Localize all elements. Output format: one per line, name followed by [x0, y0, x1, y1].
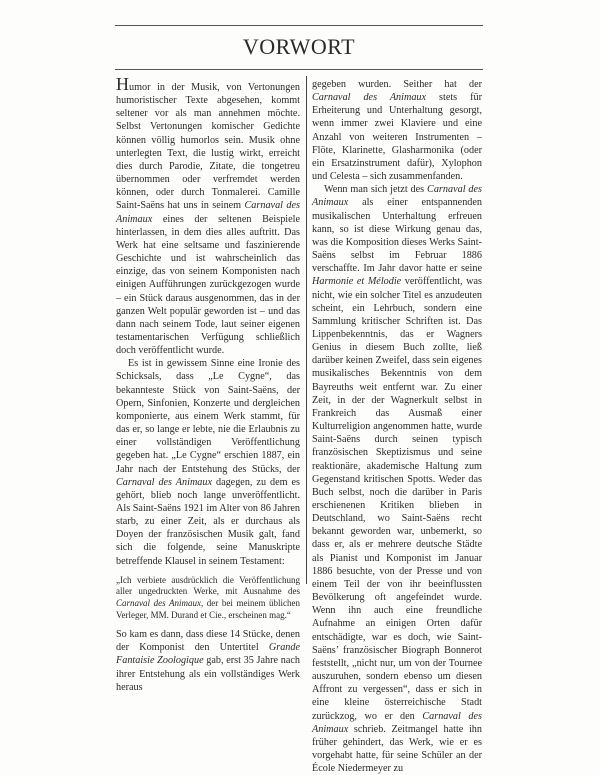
- top-rule: [115, 25, 483, 26]
- paragraph-continuation: gegeben wurden. Seither hat der Carnaval des Animaux stets für Erheiterung und Unterhaltung gesorgt, wenn immer zwei Klaviere und eine Anzahl von weiteren Instrumenten – Flöte, Klarinette, Glasharmonika (oder ein Ersatzinstrument dafür), Xylophon und Celesta – sich zusammenfanden.: [312, 79, 482, 183]
- page-title: VORWORT: [242, 34, 356, 59]
- paragraph-intro: Humor in der Musik, von Vertonungen humoristischer Texte abgesehen, kommt seltener vor als man annehmen möchte. Selbst Vertonungen komischer Gedichte können völlig humorlos sein. Musik ohne unterlegten Text, die lustig wirkt, erreicht dies durch Parodie, Zitate, die tongetreu übernommen oder verfremdet werden können, oder durch Tonmalerei. Camille Saint-Saëns hat uns in seinem Carnaval des Animaux eines der seltenen Beispiele hinterlassen, in dem dies alles auftritt. Das Werk hat eine seltsame und faszinierende Geschichte und ist wahrscheinlich das einzige, das von seinem Komponisten nach einigen Aufführungen zurückgezogen wurde – ein Stück daraus ausgenommen, das in der ganzen Welt populär geworden ist – und das dann nach seinem Tode, laut seiner eigenen testamentarischen Verfügung schließlich doch veröffentlicht wurde.: [116, 74, 300, 357]
- drop-cap: H: [116, 74, 129, 94]
- paragraph-history: Wenn man sich jetzt des Carnaval des Animaux als einer entspannenden musikalischen Unterhaltung erfreuen kann, so ist diese Wirkung genau das, was die Komposition dieses Werks Saint-Saëns selbst im Februar 1886 verschaffte. Im Jahr davor hatte er seine Harmonie et Mélodie veröffentlicht, was nicht, wie ein solcher Titel es anzudeuten scheint, ein Lehrbuch, sondern eine Sammlung kritischer Schriften ist. Das Lippenbekenntnis, das er Wagners Genius in diesem Buch zollte, ließ darüber keinen Zweifel, dass sein eigenes musikalisches Bekenntnis von dem Bayreuths weit entfernt war. Zu einer Zeit, in der der Wagnerkult selbst in Frankreich das Ausmaß einer Kulturreligion angenommen hatte, wurde Saint-Saëns durch seinen typisch französischen Skeptizismus und seine reaktionäre, akademische Haltung zum Gegenstand kritischen Spotts. Weder das Buch selbst, noch die darüber in Paris erschienenen Kritiken blieben in Deutschland, wo Saint-Saëns recht bekannt geworden war, unbemerkt, so dass er, als er mehrere deutsche Städte als Pianist und Komponist im Januar 1886 besuchte, von der Presse und von einem Teil der von ihr beeinflussten Bevölkerung oft angefeindet wurde. Wenn ihn auch eine freundliche Aufnahme an einigen Orten dafür entschädigte, war es doch, wie Saint-Saëns’ französischer Biograph Bonnerot feststellt, „nicht nur, um von der Tournee auszuruhen, sondern ebenso um diesen Affront zu vergessen“, dass er sich in eine kleine österreichische Stadt zurückzog, wo er den Carnaval des Animaux schrieb. Zeitmangel hatte ihn früher gehindert, das Werk, wie er es vorgehabt hatte, für seine Schüler an der École Niedermeyer zu: [312, 184, 482, 775]
- paragraph-irony: Es ist in gewissem Sinne eine Ironie des Schicksals, dass „Le Cygne“, das bekannteste Stück von Saint-Saëns, der Opern, Sinfonien, Konzerte und dergleichen komponierte, aus einem Werk stammt, für das er, so lange er lebte, nie die Erlaubnis zu einer vollständigen Veröffentlichung gegeben hat. „Le Cygne“ erschien 1887, ein Jahr nach der Entstehung des Stücks, der Carnaval des Animaux dagegen, zu dem es gehört, blieb noch lange unveröffentlicht. Als Saint-Saëns 1921 im Alter von 86 Jahren starb, zu einer Zeit, als er durchaus als Doyen der französischen Musik galt, fand sich die folgende, seine Manuskripte betreffende Klausel in seinem Testament:: [116, 358, 300, 567]
- paragraph-publication: So kam es dann, dass diese 14 Stücke, denen der Komponist den Untertitel Grande Fantaisie Zoologique gab, erst 35 Jahre nach ihrer Entstehung als ein vollständiges Werk heraus: [116, 629, 300, 693]
- testament-quote: „Ich verbiete ausdrücklich die Veröffentlichung aller ungedruckten Werke, mit Ausnahme des Carnaval des Animaux, der bei meinem üblichen Verleger, MM. Durand et Cie., erscheinen mag.“: [116, 574, 301, 620]
- right-column: [312, 78, 482, 775]
- bottom-rule: [115, 69, 483, 70]
- left-column: [116, 74, 301, 694]
- column-divider: [306, 76, 307, 584]
